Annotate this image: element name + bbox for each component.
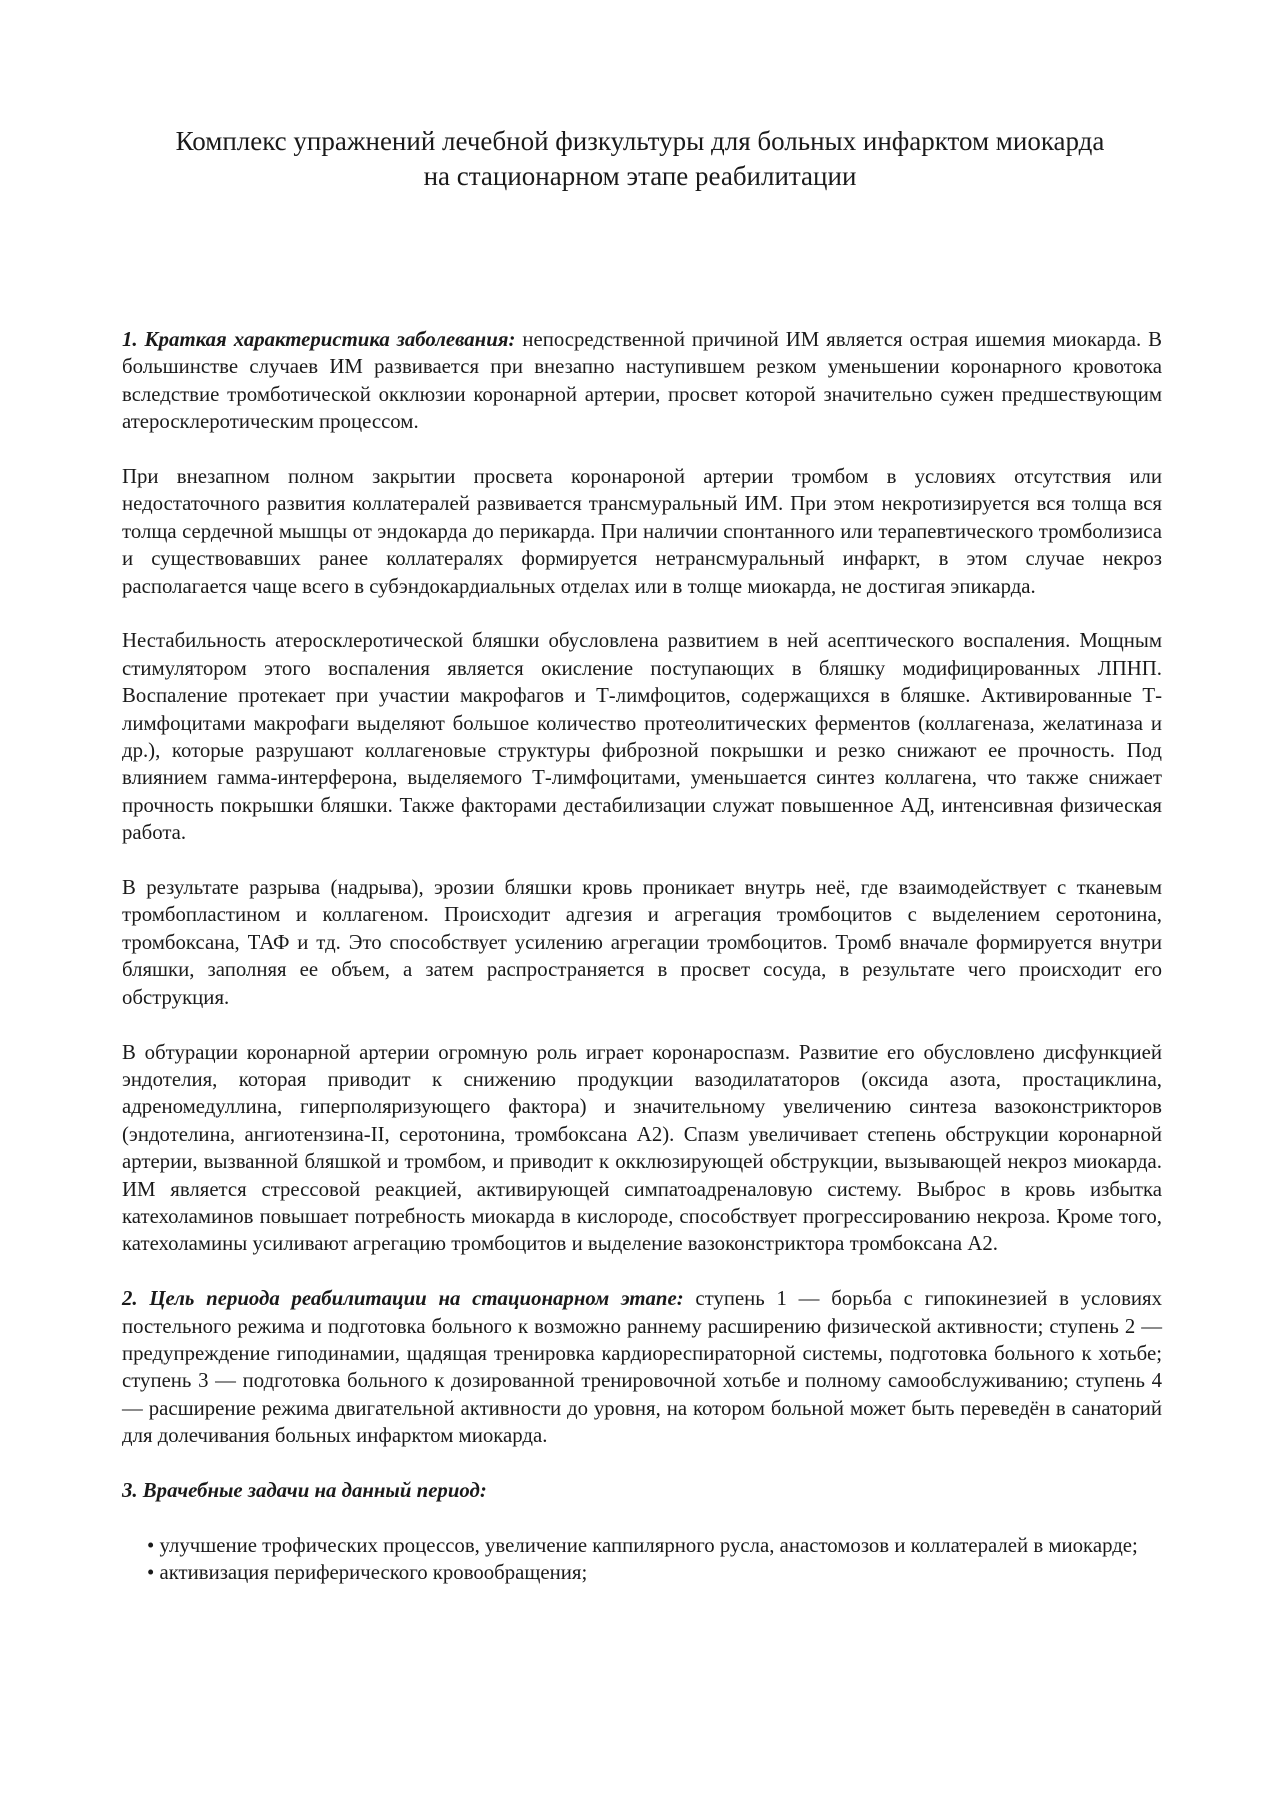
section-2-text: ступень 1 — борьба с гипокинезией в условиях постельного режима и подготовка больного к возможно раннему расширению физической активности; ступень 2 — предупреждение гиподинамии, щадящая тренировка кардиореспираторной системы, подготовка больного к хотьбе; ступень 3 — подготовка больного к дозированной тренировочной хотьбе и полному самообслуживанию; ступень 4 — расширение режима двигательной активности до уровня, на котором больной может быть переведён в санаторий для долечивания больных инфарктом миокарда.: [122, 1287, 1162, 1448]
section-3-bullet-list: [122, 1532, 1162, 1587]
document-title: Комплекс упражнений лечебной физкультуры для больных инфарктом миокарда на стационарном этапе реабилитации: [175, 126, 1105, 191]
body-paragraph-4: В обтурации коронарной артерии огромную роль играет коронароспазм. Развитие его обусловлено дисфункцией эндотелия, которая приводит к снижению продукции вазодилататоров (оксида азота, простациклина, адреномедуллина, гиперполяризующего фактора) и значительному увеличению синтеза вазоконстрикторов (эндотелина, ангиотензина-II, серотонина, тромбоксана А2). Спазм увеличивает степень обструкции коронарной артерии, вызванной бляшкой и тромбом, и приводит к окклюзирующей обструкции, вызывающей некроз миокарда. ИМ является стрессовой реакцией, активирующей симпатоадреналовую систему. Выброс в кровь избытка катехоламинов повышает потребность миокарда в кислороде, способствует прогрессированию некроза. Кроме того, катехоламины усиливают агрегацию тромбоцитов и выделение вазоконстриктора тромбоксана А2.: [122, 1040, 1162, 1256]
body-paragraph-3: В результате разрыва (надрыва), эрозии бляшки кровь проникает внутрь неё, где взаимодействует с тканевым тромбопластином и коллагеном. Происходит адгезия и агрегация тромбоцитов с выделением серотонина, тромбоксана, ТАФ и тд. Это способствует усилению агрегации тромбоцитов. Тромб вначале формируется внутри бляшки, заполняя ее объем, а затем распространяется в просвет сосуда, в результате чего происходит его обструкция.: [122, 876, 1162, 1009]
section-3-heading: 3. Врачебные задачи на данный период:: [122, 1478, 487, 1502]
section-2-heading: 2. Цель периода реабилитации на стационарном этапе:: [122, 1287, 684, 1311]
section-1-heading: 1. Краткая характеристика заболевания:: [122, 328, 516, 351]
section-1-text: непосредственной причиной ИМ является острая ишемия миокарда. В большинстве случаев ИМ развивается при внезапно наступившем резком уменьшении коронарного кровотока вследствие тромботической окклюзии коронарной артерии, просвет которой значительно сужен предшествующим атеросклеротическим процессом.: [122, 328, 1162, 434]
body-paragraph-1: При внезапном полном закрытии просвета коронароной артерии тромбом в условиях отсутствия или недостаточного развития коллатералей развивается трансмуральный ИМ. При этом некротизируется вся толща вся толща сердечной мышцы от эндокарда до перикарда. При наличии спонтанного или терапевтического тромболизиса и существовавших ранее коллатералях формируется нетрансмуральный инфаркт, в этом случае некроз располагается чаще всего в субэндокардиальных отделах или в толще миокарда, не достигая эпикарда.: [122, 465, 1162, 598]
bullet-item: • улучшение трофических процессов, увеличение каппилярного русла, анастомозов и коллатералей в миокарде;: [122, 1532, 1162, 1559]
section-2-paragraph: [122, 1285, 1162, 1449]
body-paragraph-2: Нестабильность атеросклеротической бляшки обусловлена развитием в ней асептического воспаления. Мощным стимулятором этого воспаления является окисление поступающих в бляшку модифицированных ЛПНП. Воспаление протекает при участии макрофагов и Т-лимфоцитов, содержащихся в бляшке. Активированные Т-лимфоцитами макрофаги выделяют большое количество протеолитических ферментов (коллагеназа, желатиназа и др.), которые разрушают коллагеновые структуры фиброзной покрышки и резко снижают ее прочность. Под влиянием гамма-интерферона, выделяемого Т-лимфоцитами, уменьшается синтез коллагена, что также снижает прочность покрышки бляшки. Также факторами дестабилизации служат повышенное АД, интенсивная физическая работа.: [122, 629, 1162, 845]
section-1-paragraph: [122, 326, 1162, 436]
document-body: [122, 326, 1162, 1587]
bullet-item: • активизация периферического кровообращения;: [122, 1559, 1162, 1586]
